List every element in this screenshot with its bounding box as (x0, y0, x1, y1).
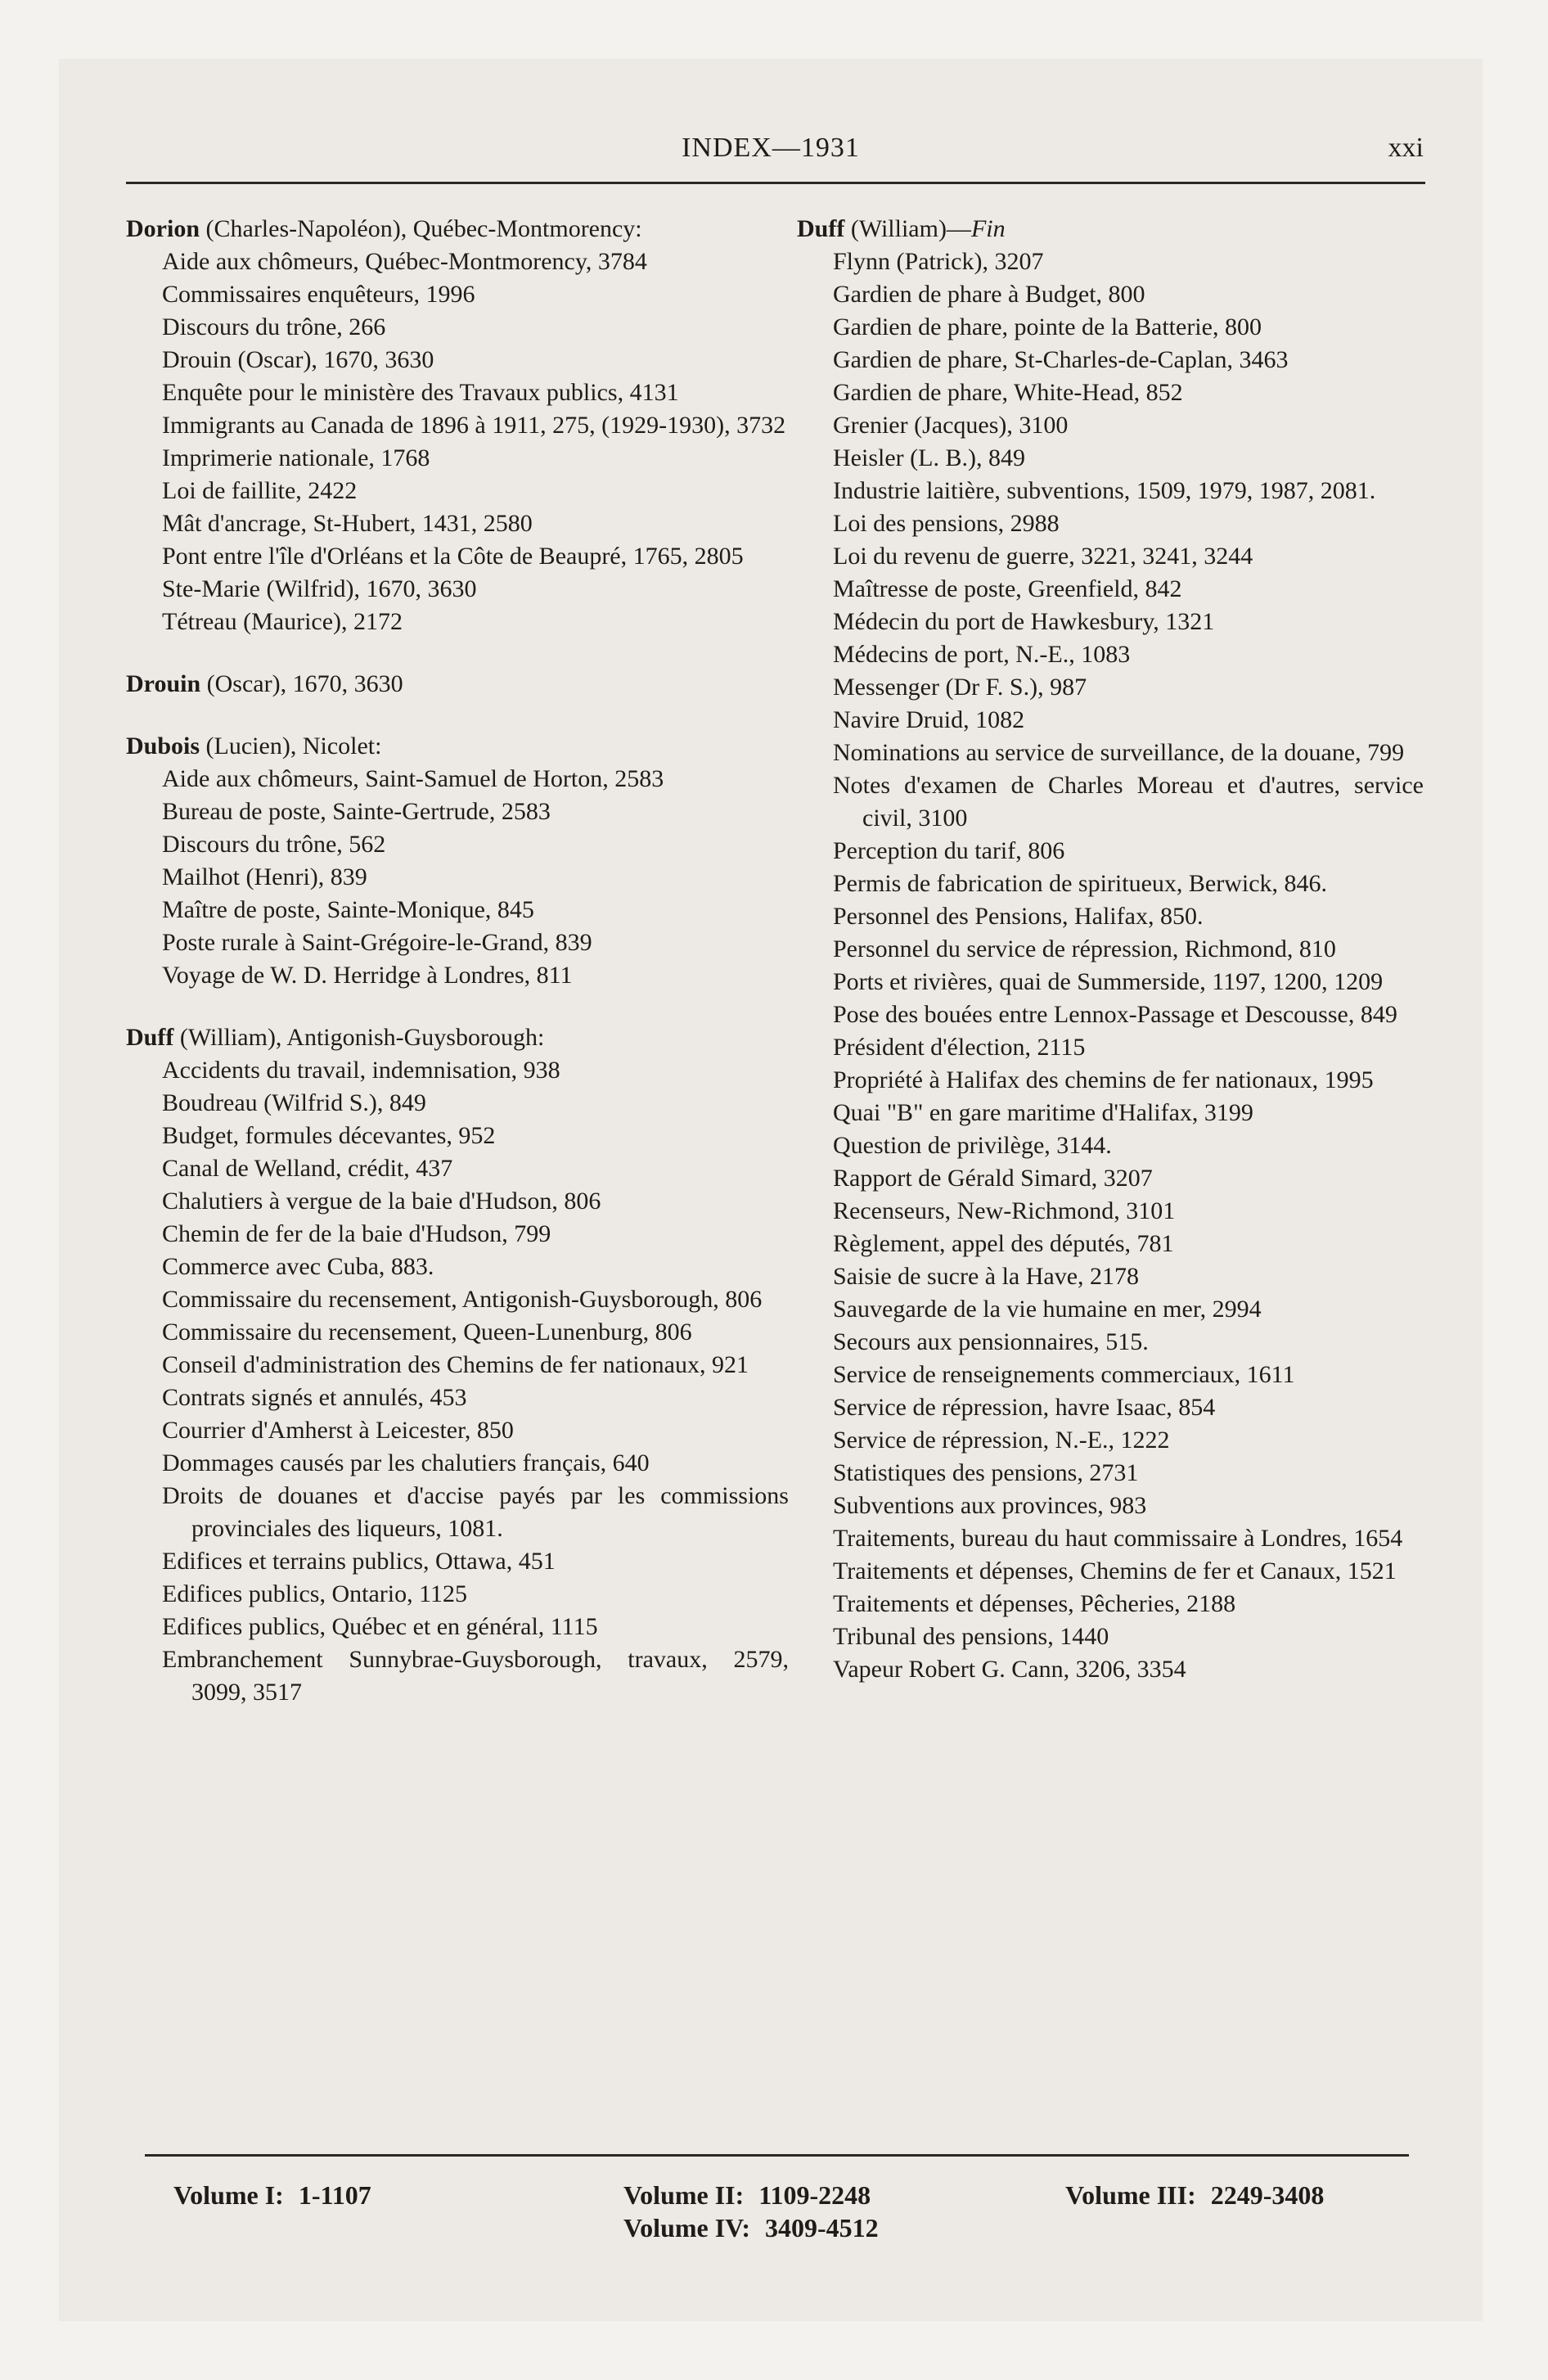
subentry: Mailhot (Henri), 839 (162, 863, 367, 890)
subentry: Gardien de phare, pointe de la Batterie, 800 (833, 313, 1262, 340)
subentry: Maître de poste, Sainte-Monique, 845 (162, 896, 534, 923)
subentry: Ports et rivières, quai de Summerside, 1197, 1200, 1209 (833, 968, 1384, 995)
index-entry (126, 668, 789, 701)
entry-descriptor: (Lucien), Nicolet: (200, 732, 382, 760)
subentry: Médecins de port, N.-E., 1083 (833, 641, 1131, 668)
index-entry (126, 1021, 789, 1709)
volume-2-range: 1109-2248 (758, 2180, 871, 2210)
subentry: Budget, formules décevantes, 952 (162, 1122, 496, 1149)
entry-heading (126, 213, 789, 246)
subentry: Aide aux chômeurs, Québec-Montmorency, 3784 (162, 248, 647, 275)
subentry: Bureau de poste, Sainte-Gertrude, 2583 (162, 798, 551, 825)
subentry: Recenseurs, New-Richmond, 3101 (833, 1197, 1176, 1224)
subentry: Vapeur Robert G. Cann, 3206, 3354 (833, 1656, 1186, 1683)
continuation-label: Fin (970, 215, 1006, 242)
subentry: Subventions aux provinces, 983 (833, 1492, 1147, 1519)
subentry: Quai "B" en gare maritime d'Halifax, 3199 (833, 1099, 1253, 1126)
subentry: Service de renseignements commerciaux, 1611 (833, 1361, 1295, 1388)
subentry: Personnel des Pensions, Halifax, 850. (833, 903, 1204, 930)
subentry: Traitements et dépenses, Pêcheries, 2188 (833, 1590, 1236, 1617)
running-title: INDEX—1931 (682, 133, 860, 163)
subentry: Règlement, appel des députés, 781 (833, 1230, 1174, 1257)
volume-1-label: Volume I: (173, 2180, 284, 2210)
footer-rule (145, 2154, 1409, 2157)
subentry: Commissaire du recensement, Antigonish-Guysborough, 806 (162, 1286, 763, 1313)
index-entry (126, 213, 789, 638)
header-rule (126, 182, 1425, 184)
subentry: Industrie laitière, subventions, 1509, 1979, 1987, 2081. (833, 477, 1376, 504)
volume-4-label: Volume IV: (623, 2213, 750, 2243)
entry-name: Duff (797, 215, 845, 242)
index-page (59, 59, 1483, 2321)
subentry: Gardien de phare à Budget, 800 (833, 281, 1145, 308)
entry-descriptor: (William)— (844, 215, 971, 242)
subentry: Enquête pour le ministère des Travaux publics, 4131 (162, 379, 679, 406)
subentry: Loi du revenu de guerre, 3221, 3241, 3244 (833, 543, 1253, 570)
subentry: Imprimerie nationale, 1768 (162, 444, 430, 471)
subentry: Grenier (Jacques), 3100 (833, 412, 1069, 439)
subentry: Traitements, bureau du haut commissaire à Londres, 1654 (833, 1525, 1403, 1552)
subentry: Courrier d'Amherst à Leicester, 850 (162, 1417, 514, 1444)
entry-descriptor: (William), Antigonish-Guysborough: (173, 1024, 545, 1051)
subentry: Discours du trône, 562 (162, 831, 386, 858)
subentry: Droits de douanes et d'accise payés par les commissions provinciales des liqueurs, 1081. (162, 1482, 789, 1542)
subentry: Loi des pensions, 2988 (833, 510, 1060, 537)
subentry: Edifices publics, Québec et en général, 1115 (162, 1613, 598, 1640)
left-column (126, 213, 789, 1738)
subentry: Messenger (Dr F. S.), 987 (833, 674, 1087, 701)
subentry: Nominations au service de surveillance, de la douane, 799 (833, 739, 1405, 766)
subentry: Rapport de Gérald Simard, 3207 (833, 1165, 1153, 1192)
subentry: Mât d'ancrage, St-Hubert, 1431, 2580 (162, 510, 533, 537)
subentry: Gardien de phare, White-Head, 852 (833, 379, 1183, 406)
volume-3 (1065, 2180, 1324, 2211)
entry-heading (126, 730, 789, 763)
subentry: Contrats signés et annulés, 453 (162, 1384, 467, 1411)
entry-descriptor: (Charles-Napoléon), Québec-Montmorency: (200, 215, 642, 242)
subentry: Notes d'examen de Charles Moreau et d'autres, service civil, 3100 (833, 772, 1424, 832)
subentry: Commissaires enquêteurs, 1996 (162, 281, 475, 308)
subentry: Conseil d'administration des Chemins de fer nationaux, 921 (162, 1351, 749, 1378)
subentry: Flynn (Patrick), 3207 (833, 248, 1044, 275)
volume-2-label: Volume II: (623, 2180, 745, 2210)
subentry: Heisler (L. B.), 849 (833, 444, 1025, 471)
subentry: Edifices et terrains publics, Ottawa, 451 (162, 1548, 556, 1575)
subentry: Tribunal des pensions, 1440 (833, 1623, 1109, 1650)
volume-1 (173, 2180, 371, 2211)
subentry: Voyage de W. D. Herridge à Londres, 811 (162, 962, 573, 989)
subentry: Saisie de sucre à la Have, 2178 (833, 1263, 1140, 1290)
entry-name: Dorion (126, 215, 200, 242)
entry-heading (797, 213, 1424, 246)
entry-name: Dubois (126, 732, 200, 760)
subentry: Propriété à Halifax des chemins de fer nationaux, 1995 (833, 1066, 1374, 1093)
subentry: Gardien de phare, St-Charles-de-Caplan, 3463 (833, 346, 1289, 373)
volume-4 (623, 2213, 879, 2243)
entry-name: Duff (126, 1024, 174, 1051)
subentry: Ste-Marie (Wilfrid), 1670, 3630 (162, 575, 477, 602)
page-number: xxi (1388, 133, 1424, 163)
subentry: Poste rurale à Saint-Grégoire-le-Grand, 839 (162, 929, 592, 956)
subentry: Service de répression, N.-E., 1222 (833, 1427, 1170, 1454)
subentry: Permis de fabrication de spiritueux, Berwick, 846. (833, 870, 1328, 897)
subentry: Drouin (Oscar), 1670, 3630 (162, 346, 434, 373)
volume-3-range: 2249-3408 (1210, 2180, 1325, 2210)
subentry: Médecin du port de Hawkesbury, 1321 (833, 608, 1215, 635)
subentry: Président d'élection, 2115 (833, 1034, 1086, 1061)
subentry: Discours du trône, 266 (162, 313, 386, 340)
subentry: Secours aux pensionnaires, 515. (833, 1328, 1149, 1355)
subentry: Statistiques des pensions, 2731 (833, 1459, 1139, 1486)
subentry: Loi de faillite, 2422 (162, 477, 358, 504)
index-entry (126, 730, 789, 992)
subentry: Boudreau (Wilfrid S.), 849 (162, 1089, 426, 1116)
subentry: Chalutiers à vergue de la baie d'Hudson, 806 (162, 1188, 601, 1215)
entry-name: Drouin (126, 670, 201, 697)
subentry: Aide aux chômeurs, Saint-Samuel de Horton, 2583 (162, 765, 664, 792)
subentry: Service de répression, havre Isaac, 854 (833, 1394, 1216, 1421)
subentry: Canal de Welland, crédit, 437 (162, 1155, 453, 1182)
subentry: Commerce avec Cuba, 883. (162, 1253, 434, 1280)
subentry: Question de privilège, 3144. (833, 1132, 1112, 1159)
volume-2 (623, 2180, 871, 2211)
subentry: Traitements et dépenses, Chemins de fer et Canaux, 1521 (833, 1557, 1397, 1584)
subentry: Personnel du service de répression, Richmond, 810 (833, 935, 1336, 962)
subentry: Maîtresse de poste, Greenfield, 842 (833, 575, 1182, 602)
index-entry-continued (797, 213, 1424, 1686)
subentry: Accidents du travail, indemnisation, 938 (162, 1057, 560, 1084)
volume-4-range: 3409-4512 (765, 2213, 879, 2243)
right-column (797, 213, 1424, 1715)
subentry: Pose des bouées entre Lennox-Passage et Descousse, 849 (833, 1001, 1397, 1028)
subentry: Edifices publics, Ontario, 1125 (162, 1580, 467, 1607)
subentry: Sauvegarde de la vie humaine en mer, 2994 (833, 1296, 1262, 1323)
subentry: Perception du tarif, 806 (833, 837, 1065, 864)
subentry: Immigrants au Canada de 1896 à 1911, 275, (1929-1930), 3732 (162, 412, 786, 439)
subentry: Tétreau (Maurice), 2172 (162, 608, 403, 635)
volume-3-label: Volume III: (1065, 2180, 1196, 2210)
subentry: Chemin de fer de la baie d'Hudson, 799 (162, 1220, 551, 1247)
subentry: Commissaire du recensement, Queen-Lunenburg, 806 (162, 1318, 692, 1346)
page-header (59, 133, 1483, 174)
entry-descriptor: (Oscar), 1670, 3630 (200, 670, 403, 697)
entry-heading (126, 668, 789, 701)
entry-heading (126, 1021, 789, 1054)
subentry: Embranchement Sunnybrae-Guysborough, travaux, 2579, 3099, 3517 (162, 1646, 789, 1706)
subentry: Navire Druid, 1082 (833, 706, 1025, 733)
subentry: Dommages causés par les chalutiers français, 640 (162, 1449, 650, 1476)
subentry: Pont entre l'île d'Orléans et la Côte de Beaupré, 1765, 2805 (162, 543, 744, 570)
volume-1-range: 1-1107 (298, 2180, 371, 2210)
